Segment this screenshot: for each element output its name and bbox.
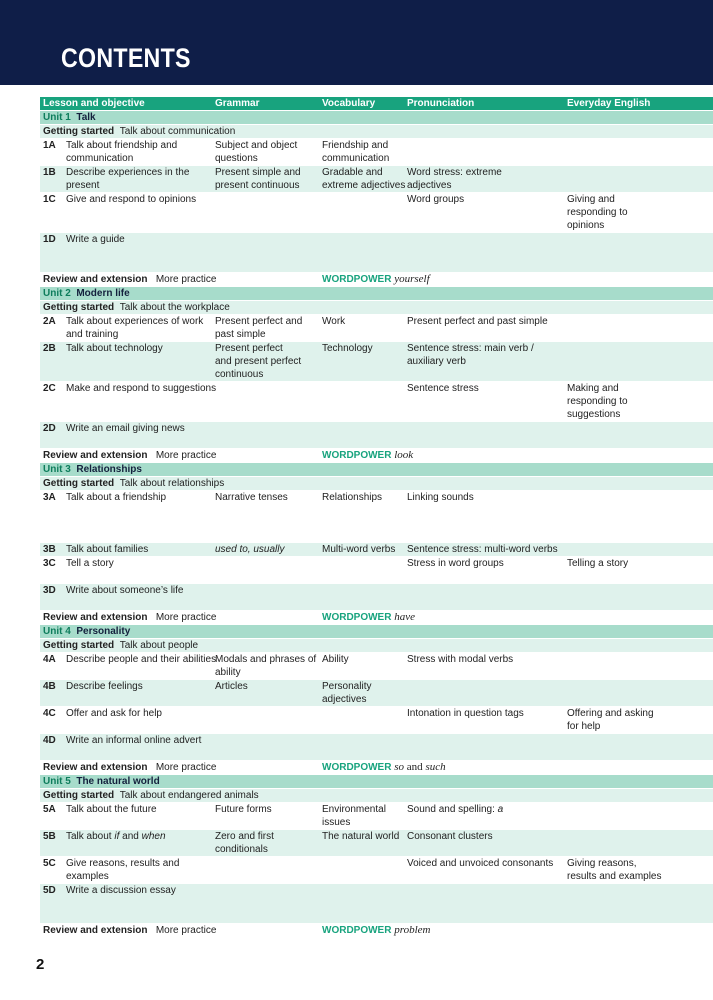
unit-label: Unit 1	[43, 112, 71, 123]
lesson-row-3a: 3A Talk about a friendship Narrative tenses Relationships Linking sounds	[40, 490, 713, 542]
unit-1-header	[40, 110, 713, 124]
unit-2-header	[40, 286, 713, 300]
getting-started-row: Getting started Talk about the workplace	[40, 300, 713, 314]
lesson-row-4a: 4A Describe people and their abilities Modals and phrases of ability Ability Stress with modal verbs	[40, 652, 713, 679]
unit-5-header	[40, 774, 713, 788]
unit-name: Personality	[76, 626, 131, 637]
unit-label: Unit 5	[43, 776, 71, 787]
page-title: CONTENTS	[61, 43, 191, 73]
lesson-row-3d: 3D Write about someone’s life	[40, 583, 713, 610]
getting-started-row: Getting started Talk about communication	[40, 124, 713, 138]
lesson-row-1a: 1A Talk about friendship and communication Subject and object questions Friendship and communication	[40, 138, 713, 165]
contents-table	[40, 97, 713, 937]
lesson-row-5b: 5B Talk about if and when Zero and first conditionals The natural world Consonant clusters	[40, 829, 713, 856]
lesson-row-2b: 2B Talk about technology Present perfect and present perfect continuous Technology Sentence stress: main verb / auxiliary verb	[40, 341, 713, 381]
getting-started-row: Getting started Talk about people	[40, 638, 713, 652]
lesson-row-5d: 5D Write a discussion essay	[40, 883, 713, 923]
review-row-unit-2: Review and extension More practice WORDPOWER look	[40, 448, 713, 462]
col-vocabulary: Vocabulary	[322, 98, 376, 109]
unit-3-header	[40, 462, 713, 476]
lesson-row-1d: 1D Write a guide	[40, 232, 713, 272]
page-number: 2	[36, 956, 45, 973]
unit-name: Relationships	[76, 464, 142, 475]
review-row-unit-3: Review and extension More practice WORDPOWER have	[40, 610, 713, 624]
lesson-row-4c: 4C Offer and ask for help Intonation in question tags Offering and asking for help	[40, 706, 713, 733]
contents-banner	[0, 0, 713, 85]
unit-4-header	[40, 624, 713, 638]
lesson-row-3c: 3C Tell a story Stress in word groups Telling a story	[40, 556, 713, 583]
unit-label: Unit 2	[43, 288, 71, 299]
review-row-unit-5: Review and extension More practice WORDPOWER problem	[40, 923, 713, 937]
col-lesson: Lesson and objective	[43, 98, 145, 109]
unit-name: Modern life	[76, 288, 130, 299]
review-row-unit-1: Review and extension More practice WORDPOWER yourself	[40, 272, 713, 286]
unit-name: The natural world	[76, 776, 160, 787]
col-pronunciation: Pronunciation	[407, 98, 475, 109]
lesson-row-2c: 2C Make and respond to suggestions Sentence stress Making and responding to suggestions	[40, 381, 713, 421]
col-grammar: Grammar	[215, 98, 260, 109]
lesson-row-5a: 5A Talk about the future Future forms Environmental issues Sound and spelling: a	[40, 802, 713, 829]
table-header	[40, 97, 713, 110]
getting-started-row: Getting started Talk about endangered animals	[40, 788, 713, 802]
getting-started-row: Getting started Talk about relationships	[40, 476, 713, 490]
lesson-row-2d: 2D Write an email giving news	[40, 421, 713, 448]
lesson-row-5c: 5C Give reasons, results and examples Voiced and unvoiced consonants Giving reasons, results and examples	[40, 856, 713, 883]
lesson-row-4b: 4B Describe feelings Articles Personality adjectives	[40, 679, 713, 706]
col-everyday-english: Everyday English	[567, 98, 651, 109]
lesson-row-1b: 1B Describe experiences in the present Present simple and present continuous Gradable and extreme adjectives Word stress: extreme adjectives	[40, 165, 713, 192]
unit-label: Unit 3	[43, 464, 71, 475]
unit-name: Talk	[76, 112, 96, 123]
unit-label: Unit 4	[43, 626, 71, 637]
lesson-row-2a: 2A Talk about experiences of work and training Present perfect and past simple Work Present perfect and past simple	[40, 314, 713, 341]
lesson-row-1c: 1C Give and respond to opinions Word groups Giving and responding to opinions	[40, 192, 713, 232]
review-row-unit-4: Review and extension More practice WORDPOWER so and such	[40, 760, 713, 774]
lesson-row-4d: 4D Write an informal online advert	[40, 733, 713, 760]
lesson-row-3b: 3B Talk about families used to, usually Multi-word verbs Sentence stress: multi-word verbs	[40, 542, 713, 556]
